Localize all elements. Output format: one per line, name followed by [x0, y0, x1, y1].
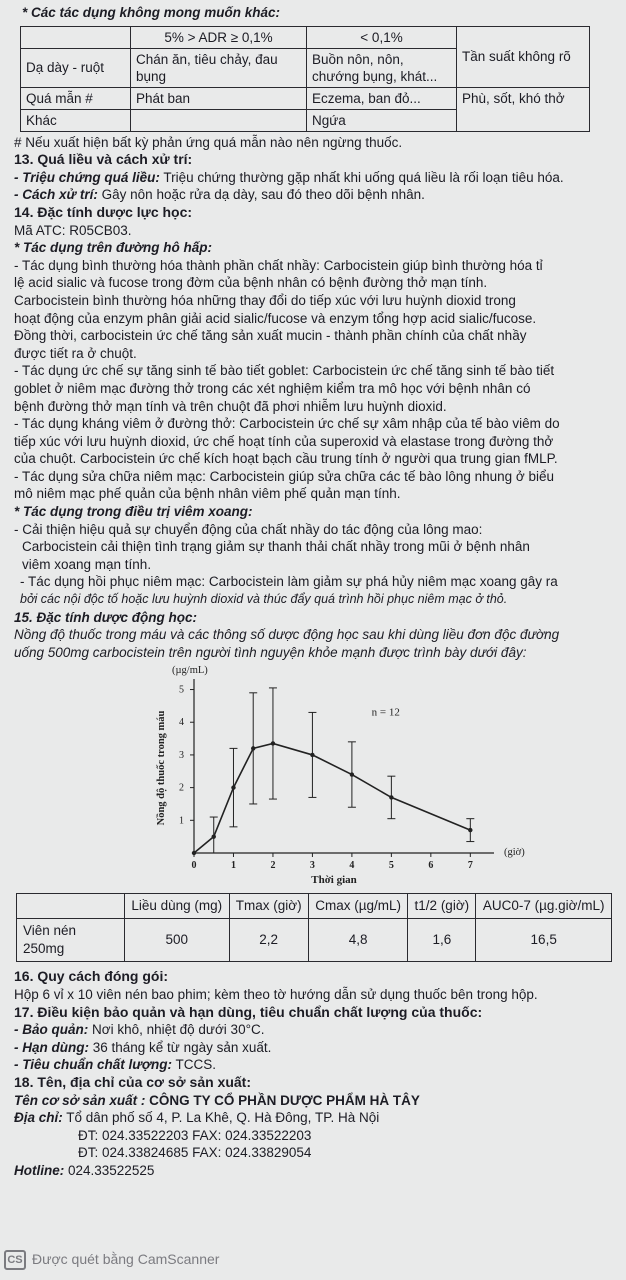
effect-cell [131, 109, 307, 131]
data-point [468, 828, 472, 832]
manufacturer-name: Tên cơ sở sản xuất : CÔNG TY CỔ PHẦN DƯỢC PHẨM HÀ TÂY [14, 1092, 420, 1108]
organ-cell: Quá mẫn # [21, 87, 131, 109]
y-axis-title: Nồng độ thuốc trong máu [156, 711, 167, 826]
data-point [251, 747, 255, 751]
paragraph-sinus-2: - Tác dụng hồi phục niêm mạc: Carbocistein làm giảm sự phá hủy niêm mạc xoang gây ra bởi các nội độc tố hoặc lưu huỳnh dioxid và thúc đẩy quá trình hồi phục niêm mạc ở thỏ. [20, 574, 558, 607]
effect-cell: Eczema, ban đỏ... [307, 87, 457, 109]
respiratory-heading: * Tác dụng trên đường hô hấp: [14, 240, 212, 256]
hypersensitivity-note: # Nếu xuất hiện bất kỳ phản ứng quá mẫn nào nên ngừng thuốc. [14, 134, 403, 150]
overdose-symptom: - Triệu chứng quá liều: Triệu chứng thường gặp nhất khi uống quá liều là rối loạn tiêu hóa. [14, 169, 564, 185]
camscanner-watermark [4, 1250, 219, 1270]
manufacturer-hotline: Hotline: 024.33522525 [14, 1162, 155, 1178]
adverse-effects-table [20, 26, 590, 132]
packaging-text: Hộp 6 vỉ x 10 viên nén bao phim; kèm theo tờ hướng dẫn sử dụng thuốc bên trong hộp. [14, 987, 538, 1002]
paragraph-anti-inflammatory: - Tác dụng kháng viêm ở đường thở: Carbocistein ức chế sự xâm nhập của tế bào viêm do tiếp xúc với lưu huỳnh dioxid, ức chế hoạt tính của superoxid và elastase trong đường thở của chuột. Carbocistein ức chế kích hoạt bạch cầu trung tính ở người qua trung gian fMLP. [14, 416, 560, 467]
concentration-chart-svg [134, 663, 525, 891]
section-15-heading: 15. Đặc tính dược động học: [14, 609, 197, 625]
manufacturer-phone-2: ĐT: 024.33824685 FAX: 024.33829054 [78, 1145, 312, 1161]
data-point [231, 786, 235, 790]
freq-col-2: < 0,1% [307, 26, 457, 48]
section-18-heading: 18. Tên, địa chỉ của cơ sở sản xuất: [14, 1073, 251, 1090]
x-tick-label: 6 [428, 860, 434, 872]
manufacturer-address: Địa chỉ: Tổ dân phố số 4, P. La Khê, Q. Hà Đông, TP. Hà Nội [14, 1110, 380, 1126]
cell-dose: 500 [125, 919, 230, 962]
x-tick-label: 5 [388, 860, 394, 872]
organ-cell: Khác [21, 109, 131, 131]
effect-cell: Phát ban [131, 87, 307, 109]
data-point [350, 773, 354, 777]
y-tick-label: 2 [179, 783, 184, 795]
x-unit-label: (giờ) [504, 847, 525, 859]
table-row [17, 894, 612, 919]
sinusitis-heading: * Tác dụng trong điều trị viêm xoang: [14, 504, 253, 520]
section-13-heading: 13. Quá liều và cách xử trí: [14, 151, 193, 168]
quality-standard: - Tiêu chuẩn chất lượng: TCCS. [14, 1057, 216, 1073]
organ-cell: Dạ dày - ruột [21, 48, 131, 87]
section-14-heading: 14. Đặc tính dược lực học: [14, 203, 193, 220]
freq-col-1: 5% > ADR ≥ 0,1% [131, 26, 307, 48]
section-16-heading: 16. Quy cách đóng gói: [14, 968, 169, 985]
effect-cell: Ngứa [307, 109, 457, 131]
table-row [17, 919, 612, 962]
effect-cell: Buồn nôn, nôn, chướng bụng, khát... [307, 48, 457, 87]
paragraph-sinus-1: - Cải thiện hiệu quả sự chuyển động của chất nhầy do tác động của lông mao: Carbocistein cải thiện tình trạng giảm sự thanh thải chất nhầy trong mũi ở bệnh nhân viêm xoang mạn tính. [14, 521, 530, 572]
storage-conditions: - Bảo quản: Nơi khô, nhiệt độ dưới 30°C. [14, 1022, 265, 1038]
data-point [212, 835, 216, 839]
adverse-heading: * Các tác dụng không mong muốn khác: [22, 5, 281, 20]
atc-code: Mã ATC: R05CB03. [14, 222, 132, 238]
pk-parameters-table [16, 893, 612, 962]
table-row [21, 26, 590, 48]
y-tick-label: 4 [179, 717, 184, 729]
pk-intro: uống 500mg carbocistein trên người tình nguyện khỏe mạnh được trình bày dưới đây: [14, 644, 527, 660]
x-axis-title: Thời gian [311, 874, 357, 887]
x-tick-label: 7 [467, 860, 473, 872]
data-point [271, 742, 275, 746]
y-tick-label: 1 [179, 815, 184, 827]
data-point [389, 796, 393, 800]
y-unit-label: (µg/mL) [172, 665, 208, 677]
effect-cell: Phù, sốt, khó thở [457, 87, 590, 131]
x-tick-label: 3 [309, 860, 315, 872]
sample-size-annotation: n = 12 [371, 707, 400, 720]
x-tick-label: 4 [349, 860, 355, 872]
concentration-chart [14, 663, 618, 891]
effect-cell: Chán ăn, tiêu chảy, đau bụng [131, 48, 307, 87]
freq-col-3: Tần suất không rõ [457, 26, 590, 87]
shelf-life: - Hạn dùng: 36 tháng kể từ ngày sản xuất. [14, 1039, 272, 1055]
y-tick-label: 3 [179, 750, 184, 762]
manufacturer-phone-1: ĐT: 024.33522203 FAX: 024.33522203 [78, 1127, 312, 1143]
header-thalf: t1/2 (giờ) [408, 894, 476, 919]
paragraph-mucus: - Tác dụng bình thường hóa thành phần chất nhầy: Carbocistein giúp bình thường hóa tỉ lệ acid sialic và fucose trong đờm của bệnh nhân có bệnh đường thở mạn tính. Carbocistein bình thường hóa những thay đổi do tiếp xúc với lưu huỳnh dioxid trong hoạt động của enzym phân giải acid sialic/fucose và enzym tổng hợp acid sialic/fucose. Đồng thời, carbocistein ức chế tăng sản xuất mucin - thành phần chính của chất nhầy được tiết ra ở chuột. [14, 257, 543, 361]
paragraph-repair: - Tác dụng sửa chữa niêm mạc: Carbocistein giúp sửa chữa các tế bào lông nhung ở biểu mô niêm mạc phế quản của bệnh nhân viêm phế quản mạn tính. [14, 468, 555, 502]
cell-auc: 16,5 [476, 919, 612, 962]
x-tick-label: 2 [270, 860, 276, 872]
header-dose: Liều dùng (mg) [125, 894, 230, 919]
row-label: Viên nén 250mg [17, 919, 125, 962]
cell-cmax: 4,8 [308, 919, 407, 962]
x-tick-label: 0 [191, 860, 197, 872]
paragraph-goblet: - Tác dụng ức chế sự tăng sinh tế bào tiết goblet: Carbocistein ức chế tăng sinh tế bào tiết goblet ở niêm mạc đường thở trong các xét nghiệm kiểm tra mô học với bệnh nhân có bệnh đường thở mạn tính và trên chuột đã phơi nhiễm lưu huỳnh dioxid. [14, 363, 555, 414]
y-tick-label: 5 [179, 684, 184, 696]
header-tmax: Tmax (giờ) [229, 894, 308, 919]
x-tick-label: 1 [230, 860, 236, 872]
overdose-treatment: - Cách xử trí: Gây nôn hoặc rửa dạ dày, sau đó theo dõi bệnh nhân. [14, 187, 425, 203]
data-point [310, 753, 314, 757]
cell-tmax: 2,2 [229, 919, 308, 962]
camscanner-logo-icon: CS [4, 1250, 26, 1270]
header-auc: AUC0-7 (µg.giờ/mL) [476, 894, 612, 919]
section-17-heading: 17. Điều kiện bảo quản và hạn dùng, tiêu chuẩn chất lượng của thuốc: [14, 1003, 483, 1020]
concentration-series-line [194, 744, 470, 854]
table-row [21, 87, 590, 109]
watermark-text: Được quét bằng CamScanner [32, 1251, 220, 1268]
header-cmax: Cmax (µg/mL) [308, 894, 407, 919]
cell-thalf: 1,6 [408, 919, 476, 962]
data-point [192, 851, 196, 855]
pk-intro: Nồng độ thuốc trong máu và các thông số dược động học sau khi dùng liều đơn độc đường [14, 627, 560, 643]
